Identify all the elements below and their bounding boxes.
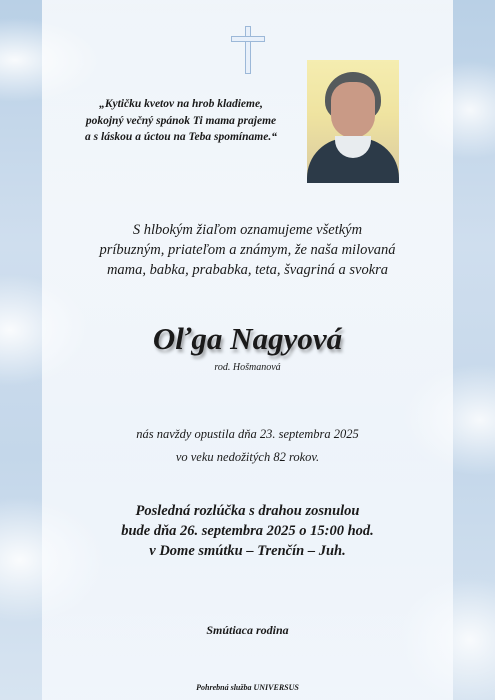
portrait-photo (307, 60, 399, 183)
announcement-line: mama, babka, prababka, teta, švagriná a svokra (106, 262, 389, 278)
quote-line: „Kytičku kvetov na hrob kladieme, (99, 98, 263, 110)
farewell-line: Posledná rozlúčka s drahou zosnulou (135, 503, 360, 519)
funeral-service: Pohrebná služba UNIVERSUS (196, 683, 299, 692)
maiden-name: rod. Hošmanová (214, 362, 281, 373)
memorial-quote (66, 96, 296, 146)
quote-line: a s láskou a úctou na Teba spomíname.“ (85, 131, 277, 143)
farewell-line: v Dome smútku – Trenčín – Juh. (149, 543, 346, 559)
announcement-text (60, 220, 435, 280)
deceased-name: Oľga Nagyová (152, 321, 343, 356)
death-line: nás navždy opustila dňa 23. septembra 2025 (136, 427, 359, 441)
farewell-line: bude dňa 26. septembra 2025 o 15:00 hod. (121, 523, 374, 539)
cross-icon (231, 26, 265, 74)
farewell-details (60, 501, 435, 561)
death-line: vo veku nedožitých 82 rokov. (175, 450, 320, 464)
mourning-family: Smútiaca rodina (206, 623, 289, 637)
death-details (60, 423, 435, 469)
announcement-line: S hlbokým žiaľom oznamujeme všetkým (132, 222, 363, 238)
announcement-line: príbuzným, priateľom a známym, že naša milovaná (99, 242, 396, 258)
quote-line: pokojný večný spánok Ti mama prajeme (85, 114, 277, 127)
